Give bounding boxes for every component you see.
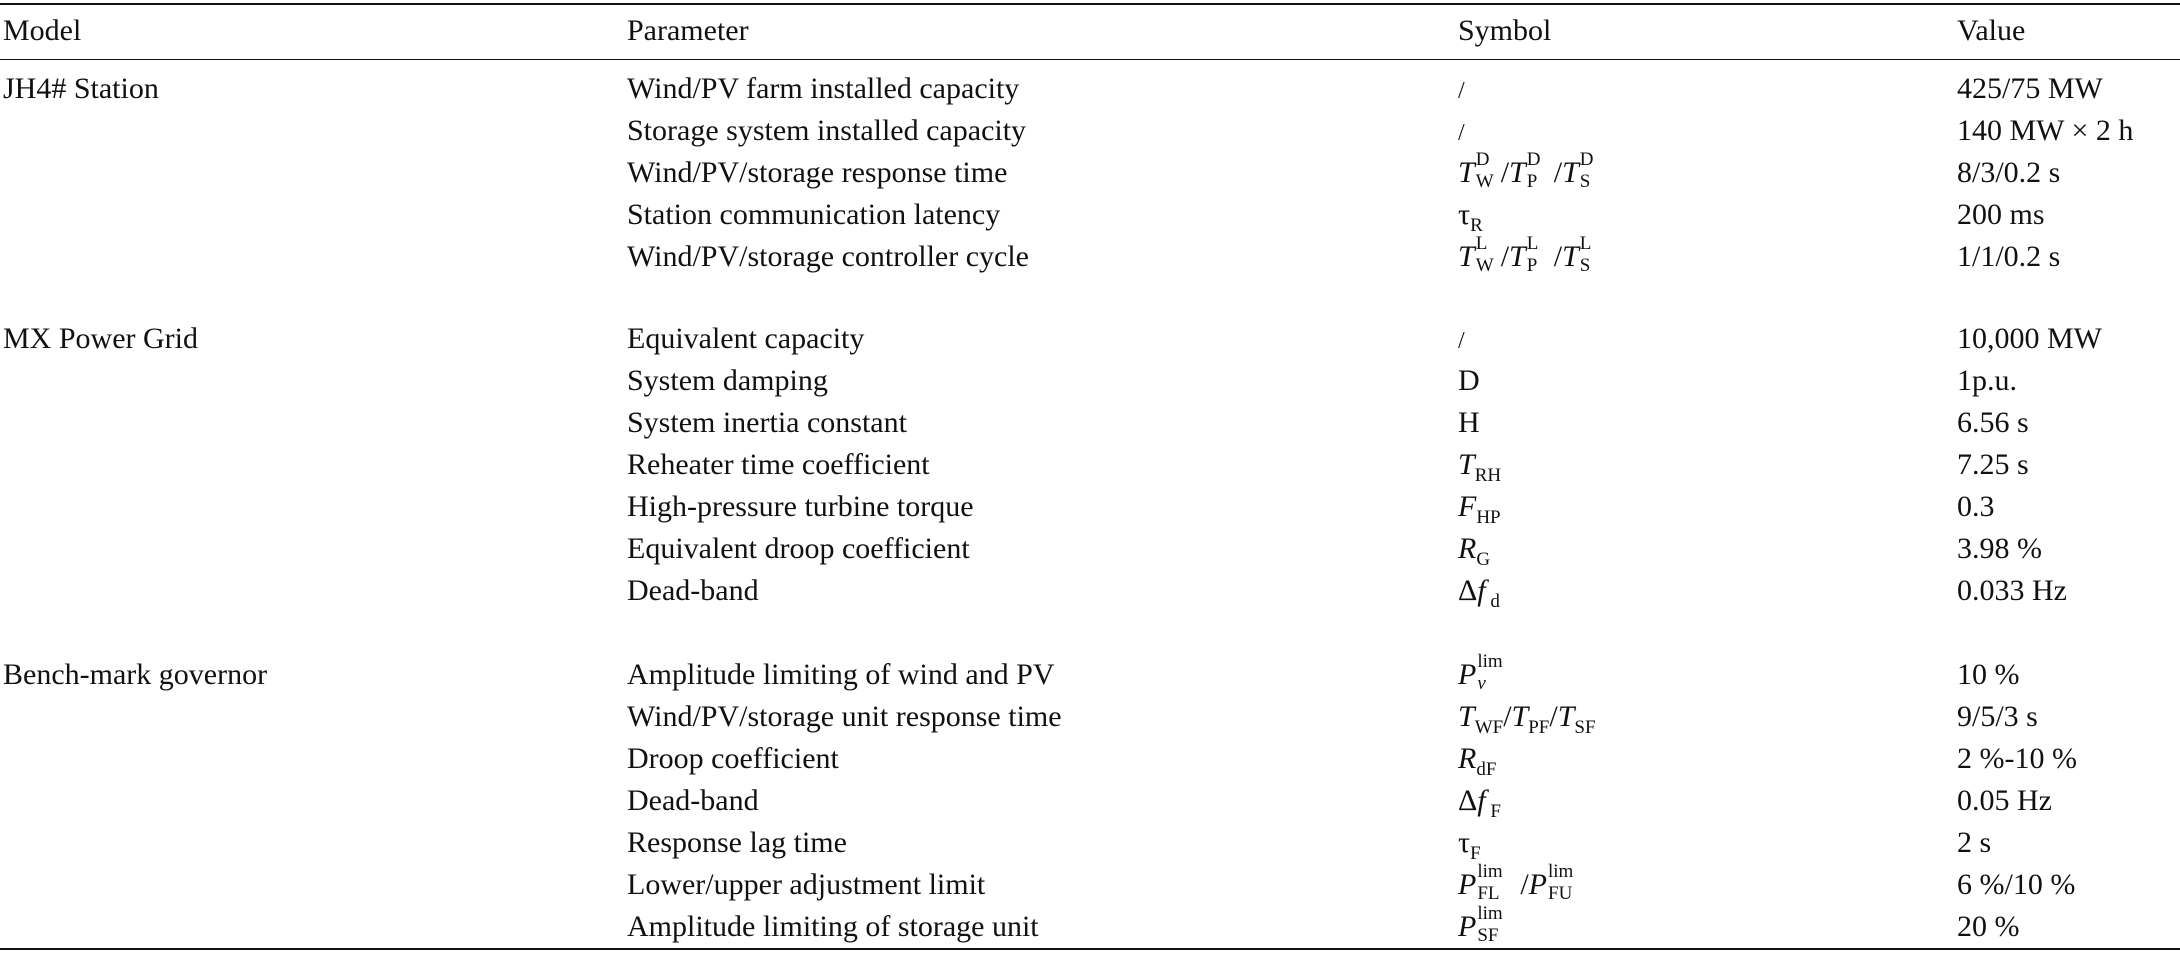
table-row: [0, 822, 2180, 864]
parameter-cell: Equivalent capacity: [627, 322, 865, 355]
table-row: [0, 486, 2180, 528]
value-cell: 200 ms: [1957, 198, 2045, 231]
header-symbol: Symbol: [1458, 14, 1552, 47]
symbol-cell: $F_{HP}$: [1458, 490, 1501, 528]
value-cell: 6.56 s: [1957, 406, 2029, 439]
table-top-rule: [0, 3, 2180, 5]
parameter-cell: Amplitude limiting of storage unit: [627, 910, 1039, 943]
parameter-cell: Wind/PV/storage response time: [627, 156, 1008, 189]
value-cell: 1/1/0.2 s: [1957, 240, 2061, 273]
header-value: Value: [1957, 14, 2026, 47]
value-cell: 9/5/3 s: [1957, 700, 2038, 733]
value-cell: 0.3: [1957, 490, 1995, 523]
table-row: [0, 233, 2180, 278]
parameter-cell: High-pressure turbine torque: [627, 490, 974, 523]
value-cell: 10,000 MW: [1957, 322, 2102, 355]
header-model: Model: [3, 14, 82, 47]
value-cell: 6 %/10 %: [1957, 868, 2076, 901]
table-row: [0, 861, 2180, 906]
symbol-cell: Δf $_d$: [1458, 574, 1500, 612]
symbol-cell: $R_G$: [1458, 532, 1491, 570]
value-cell: 2 s: [1957, 826, 1992, 859]
symbol-cell: P lim FL /P lim FU: [1458, 861, 1574, 904]
symbol-cell: P lim SF: [1458, 903, 1503, 946]
table-row: [0, 402, 2180, 444]
table-row: [0, 68, 2180, 110]
value-cell: 2 %-10 %: [1957, 742, 2077, 775]
model-name: Bench-mark governor: [3, 658, 268, 691]
value-cell: 0.033 Hz: [1957, 574, 2067, 607]
parameter-cell: Response lag time: [627, 826, 847, 859]
table-row: [0, 149, 2180, 194]
table-row: [0, 444, 2180, 486]
parameter-cell: Dead-band: [627, 574, 759, 607]
table-bottom-rule: [0, 948, 2180, 950]
value-cell: 7.25 s: [1957, 448, 2029, 481]
symbol-cell: H: [1458, 406, 1480, 439]
table-row: [0, 194, 2180, 236]
value-cell: 140 MW × 2 h: [1957, 114, 2134, 147]
table-row: [0, 110, 2180, 152]
symbol-cell: P lim v: [1458, 651, 1503, 694]
table-row: [0, 696, 2180, 738]
symbol-cell: $T_{WF}/T_{PF}/T_{SF}$: [1458, 700, 1596, 738]
table-row: [0, 780, 2180, 822]
symbol-cell: /: [1458, 78, 1465, 104]
parameter-cell: Wind/PV/storage controller cycle: [627, 240, 1029, 273]
parameter-cell: System inertia constant: [627, 406, 907, 439]
table-row: [0, 903, 2180, 948]
header-parameter: Parameter: [627, 14, 749, 47]
table-row: [0, 651, 2180, 696]
parameter-cell: Droop coefficient: [627, 742, 839, 775]
parameter-cell: Dead-band: [627, 784, 759, 817]
symbol-cell: $\tau_R$: [1458, 198, 1483, 236]
symbol-cell: D: [1458, 364, 1480, 397]
parameter-cell: Equivalent droop coefficient: [627, 532, 970, 565]
value-cell: 10 %: [1957, 658, 2020, 691]
model-name: MX Power Grid: [3, 322, 198, 355]
symbol-cell: $R_{dF}$: [1458, 742, 1497, 780]
value-cell: 3.98 %: [1957, 532, 2042, 565]
table-row: [0, 570, 2180, 612]
symbol-cell: Δf $_F$: [1458, 784, 1501, 822]
symbol-cell: /: [1458, 120, 1465, 146]
symbol-cell: T D W /T D P /T D S: [1458, 149, 1594, 192]
table-header-rule: [0, 59, 2180, 60]
parameter-cell: Station communication latency: [627, 198, 1001, 231]
symbol-cell: /: [1458, 328, 1465, 354]
value-cell: 20 %: [1957, 910, 2020, 943]
parameter-cell: Storage system installed capacity: [627, 114, 1027, 147]
table-row: [0, 318, 2180, 360]
value-cell: 1p.u.: [1957, 364, 2017, 397]
symbol-cell: T L W /T L P /T L S: [1458, 233, 1592, 276]
value-cell: 8/3/0.2 s: [1957, 156, 2061, 189]
table-row: [0, 360, 2180, 402]
symbol-cell: $T_{RH}$: [1458, 448, 1502, 486]
table-header-row: [0, 10, 2180, 52]
parameter-cell: Wind/PV/storage unit response time: [627, 700, 1062, 733]
parameter-cell: Lower/upper adjustment limit: [627, 868, 986, 901]
table-row: [0, 528, 2180, 570]
symbol-cell: $\tau_F$: [1458, 826, 1481, 864]
parameter-cell: Reheater time coefficient: [627, 448, 930, 481]
value-cell: 0.05 Hz: [1957, 784, 2052, 817]
parameter-cell: Amplitude limiting of wind and PV: [627, 658, 1055, 691]
value-cell: 425/75 MW: [1957, 72, 2103, 105]
model-name: JH4# Station: [3, 72, 159, 105]
table-row: [0, 738, 2180, 780]
parameter-cell: Wind/PV farm installed capacity: [627, 72, 1020, 105]
parameter-cell: System damping: [627, 364, 828, 397]
